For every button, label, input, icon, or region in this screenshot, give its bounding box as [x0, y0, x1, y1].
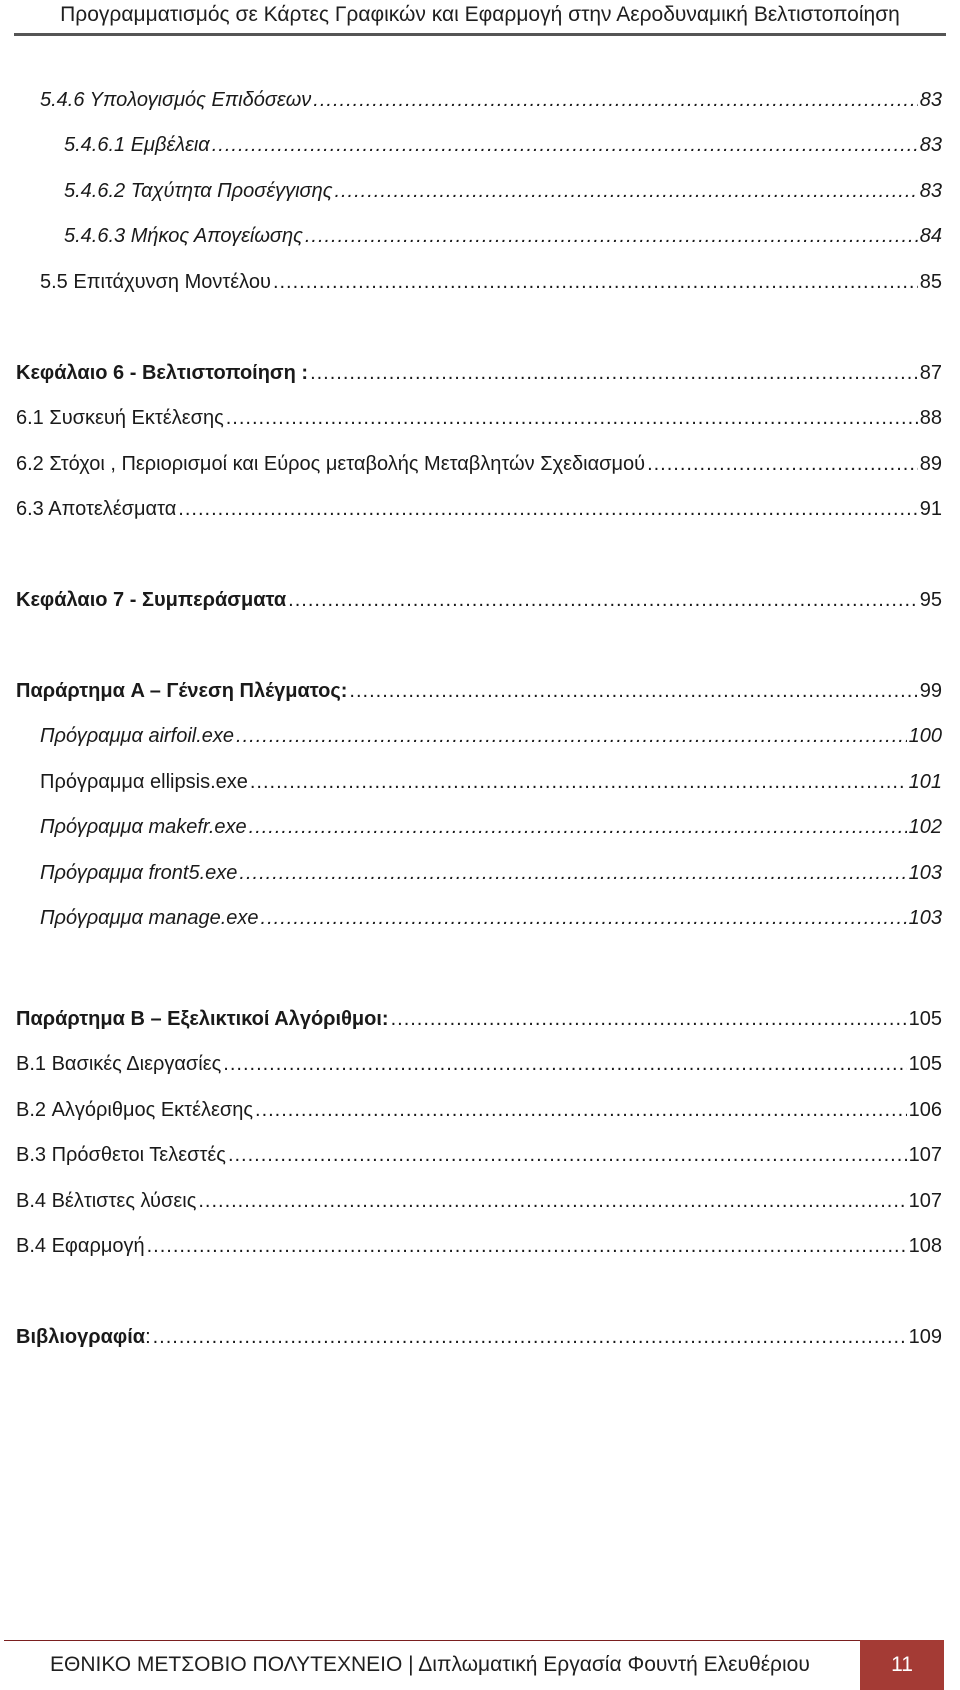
running-header — [0, 0, 960, 34]
toc-entry-page: 91 — [919, 498, 942, 520]
toc-entry-label: B.4 Εφαρμογή — [16, 1235, 145, 1257]
toc-entry-label: Βιβλιογραφία — [16, 1326, 146, 1348]
toc-entry-page: 83 — [919, 180, 942, 202]
toc-entry-label: Παράρτημα A – Γένεση Πλέγματος: — [16, 680, 348, 702]
toc-entry-bibliography[interactable] — [0, 1321, 960, 1353]
page-number: 11 — [860, 1640, 944, 1690]
toc-leader-dots — [228, 1139, 907, 1171]
toc-leader-dots — [313, 84, 917, 116]
toc-entry[interactable] — [0, 1139, 960, 1171]
toc-entry-label: 5.4.6 Υπολογισμός Επιδόσεων — [40, 89, 312, 111]
toc-entry-page: 101 — [908, 771, 942, 793]
footer-text: ΕΘΝΙΚΟ ΜΕΤΣΟΒΙΟ ΠΟΛΥΤΕΧΝΕΙΟ | Διπλωματική Εργασία Φουντή Ελευθέριου — [50, 1653, 810, 1676]
toc-entry-page: 100 — [908, 725, 942, 747]
toc-entry[interactable] — [0, 1048, 960, 1080]
toc-entry[interactable] — [0, 766, 960, 798]
footer-divider — [4, 1640, 860, 1641]
toc-entry-page: 99 — [919, 680, 942, 702]
toc-colon: : — [145, 1326, 151, 1348]
toc-entry-label: B.4 Βέλτιστες λύσεις — [16, 1190, 197, 1212]
toc-entry-page: 105 — [908, 1053, 942, 1075]
toc-entry-label: Πρόγραμμα makefr.exe — [40, 816, 247, 838]
toc-leader-dots — [239, 857, 906, 889]
toc-entry-page: 109 — [908, 1326, 942, 1348]
header-divider — [14, 33, 946, 36]
page-footer — [0, 1640, 960, 1685]
toc-leader-dots — [198, 1185, 906, 1217]
toc-entry[interactable] — [0, 720, 960, 752]
toc-entry-page: 102 — [908, 816, 942, 838]
toc-entry-page: 108 — [908, 1235, 942, 1257]
toc-entry-page: 103 — [908, 907, 942, 929]
toc-entry-page: 87 — [919, 362, 942, 384]
toc-entry-label: 6.3 Αποτελέσματα — [16, 498, 177, 520]
toc-entry[interactable] — [0, 129, 960, 161]
toc-leader-dots — [153, 1321, 907, 1353]
toc-leader-dots — [249, 811, 907, 843]
toc-entry[interactable] — [0, 902, 960, 934]
toc-entry-page: 103 — [908, 862, 942, 884]
toc-entry-page: 95 — [919, 589, 942, 611]
toc-entry[interactable] — [0, 448, 960, 480]
toc-leader-dots — [391, 1003, 907, 1035]
toc-leader-dots — [255, 1094, 907, 1126]
toc-entry[interactable] — [0, 220, 960, 252]
toc-entry-chapter[interactable] — [0, 584, 960, 616]
toc-leader-dots — [305, 220, 918, 252]
toc-leader-dots — [226, 402, 918, 434]
toc-entry-label: B.1 Βασικές Διεργασίες — [16, 1053, 222, 1075]
toc-entry-label: Κεφάλαιο 7 - Συμπεράσματα — [16, 589, 287, 611]
running-header-title: Προγραμματισμός σε Κάρτες Γραφικών και Εφαρμογή στην Αεροδυναμική Βελτιστοποίηση — [60, 3, 900, 26]
toc-entry-label: Πρόγραμμα front5.exe — [40, 862, 238, 884]
toc-leader-dots — [349, 675, 917, 707]
toc-leader-dots — [261, 902, 907, 934]
toc-entry-page: 83 — [919, 89, 942, 111]
toc-entry[interactable] — [0, 84, 960, 116]
toc-entry[interactable] — [0, 811, 960, 843]
toc-entry-appendix[interactable] — [0, 675, 960, 707]
toc-entry-label: B.2 Αλγόριθμος Εκτέλεσης — [16, 1099, 254, 1121]
toc-leader-dots — [334, 175, 917, 207]
toc-entry-page: 106 — [908, 1099, 942, 1121]
toc-entry[interactable] — [0, 402, 960, 434]
toc-entry-label: 5.4.6.2 Ταχύτητα Προσέγγισης — [64, 180, 333, 202]
toc-leader-dots — [310, 357, 918, 389]
toc-leader-dots — [147, 1230, 907, 1262]
toc-entry-page: 107 — [908, 1144, 942, 1166]
toc-entry-label: 5.5 Επιτάχυνση Μοντέλου — [40, 271, 271, 293]
toc-leader-dots — [273, 266, 918, 298]
toc-entry-label: 6.1 Συσκευή Εκτέλεσης — [16, 407, 224, 429]
toc-entry-page: 84 — [919, 225, 942, 247]
toc-leader-dots — [223, 1048, 906, 1080]
toc-entry-page: 89 — [919, 453, 942, 475]
toc-entry-page: 83 — [919, 134, 942, 156]
toc-entry-label: Παράρτημα B – Εξελικτικοί Αλγόριθμοι: — [16, 1008, 389, 1030]
toc-leader-dots — [236, 720, 907, 752]
toc-entry-page: 107 — [908, 1190, 942, 1212]
toc-entry-page: 105 — [908, 1008, 942, 1030]
toc-leader-dots — [178, 493, 917, 525]
toc-entry-label: B.3 Πρόσθετοι Τελεστές — [16, 1144, 226, 1166]
toc-entry[interactable] — [0, 175, 960, 207]
toc-leader-dots — [250, 766, 907, 798]
toc-leader-dots — [288, 584, 918, 616]
toc-entry-chapter[interactable] — [0, 357, 960, 389]
toc-entry-label: Πρόγραμμα manage.exe — [40, 907, 259, 929]
toc-entry[interactable] — [0, 1185, 960, 1217]
toc-entry-page: 85 — [919, 271, 942, 293]
toc-leader-dots — [212, 129, 918, 161]
toc-entry-label: Πρόγραμμα airfoil.exe — [40, 725, 235, 747]
toc-leader-dots — [647, 448, 918, 480]
toc-entry[interactable] — [0, 1230, 960, 1262]
toc-entry-label: Κεφάλαιο 6 - Βελτιστοποίηση : — [16, 362, 309, 384]
toc-entry-label: 6.2 Στόχοι , Περιορισμοί και Εύρος μεταβολής Μεταβλητών Σχεδιασμού — [16, 453, 646, 475]
toc-entry-label: 5.4.6.3 Μήκος Απογείωσης — [64, 225, 303, 247]
toc-entry[interactable] — [0, 1094, 960, 1126]
toc-entry[interactable] — [0, 493, 960, 525]
toc-entry[interactable] — [0, 266, 960, 298]
toc-entry-label: 5.4.6.1 Εμβέλεια — [64, 134, 210, 156]
toc-entry-label: Πρόγραμμα ellipsis.exe — [40, 771, 248, 793]
toc-entry-appendix[interactable] — [0, 1003, 960, 1035]
toc-entry-page: 88 — [919, 407, 942, 429]
toc-entry[interactable] — [0, 857, 960, 889]
